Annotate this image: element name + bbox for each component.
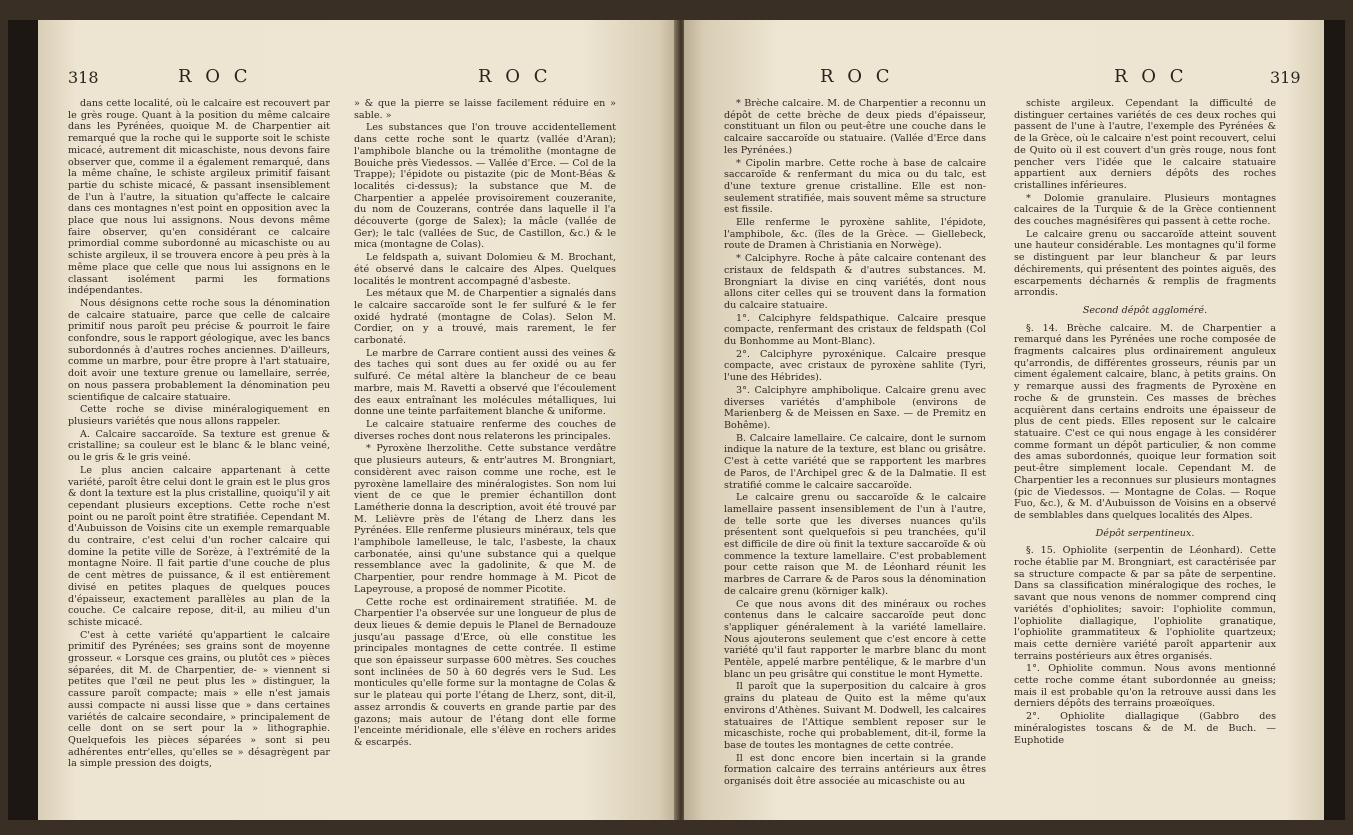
- paragraph: 1°. Calciphyre feldspathique. Calcaire presque compacte, renfermant des cristaux de feldspath (Col du Bonhomme au Mont-Blanc).: [724, 312, 986, 348]
- paragraph: Il est donc encore bien incertain si la grande formation calcaire des terrains antérieurs aux êtres organisés doit être associée au micaschiste ou au: [724, 752, 986, 788]
- paragraph: B. Calcaire lamellaire. Ce calcaire, dont le surnom indique la nature de la texture, est blanc ou grisâtre. C'est à cette variété que se rapportent les marbres de Paros, de l'Archipel grec & de la Dalmatie. Il est stratifié comme le calcaire saccaroïde.: [724, 432, 986, 491]
- right-page: [684, 20, 1324, 820]
- right-column-1: [724, 98, 986, 789]
- paragraph: Second dépôt aggloméré.: [1082, 304, 1208, 316]
- right-column-2: [1014, 98, 1276, 747]
- paragraph: 1°. Ophiolite commun. Nous avons mentionné cette roche comme étant subordonnée au gneiss; mais il est probable qu'on la retrouve aussi dans les derniers dépôts des terrains proæoïques.: [1014, 663, 1276, 710]
- left-column-2: [354, 98, 616, 750]
- book-spread: [8, 20, 1345, 820]
- paragraph: 3°. Calciphyre amphibolique. Calcaire grenu avec diverses variétés d'amphibole (environs de Marienberg & de Meissen en Saxe. — de Premitz en Bohême).: [724, 384, 986, 431]
- paragraph: §. 14. Brèche calcaire. M. de Charpentier a remarqué dans les Pyrénées une roche composée de fragments calcaires plus ordinairement anguleux qu'arrondis, de différentes grosseurs, réunis par un ciment également calcaire, blanc, à petits grains. On y remarque aussi des fragments de Pyroxène en roche & de grunstein. Ces masses de brèches acquièrent dans certains endroits une épaisseur de plus de cent pieds. Elles reposent sur le calcaire statuaire. C'est ce qui nous engage à les considérer comme formant un dépôt particulier, & non comme des amas subordonnés, quoique leur formation soit peut-être simplement locale. Cependant M. de Charpentier les a reconnues sur plusieurs montagnes (pic de Viedessos. — Montagne de Colas. — Roque Fuo, &c.), & M. d'Aubuisson de Voisins en a observé de semblables dans quelques localités des Alpes.: [1014, 322, 1276, 521]
- paragraph: Ce que nous avons dit des minéraux ou roches contenus dans le calcaire saccaroïde peut donc s'appliquer généralement à la variété lamellaire. Nous ajouterons seulement que c'est encore à cette variété qu'il faut rapporter le marbre blanc du mont Pentèle, appelé marbre pentélique, & le marbre d'un blanc un peu grisâtre qui constitue le mont Hymette.: [724, 598, 986, 680]
- running-head-left-1: R O C: [178, 66, 252, 87]
- paragraph: Le calcaire statuaire renferme des couches de diverses roches dont nous relaterons les principales.: [354, 418, 616, 442]
- paragraph: Les métaux que M. de Charpentier a signalés dans le calcaire saccaroïde sont le fer sulfuré & le fer oxidé hydraté (montagne de Colas). Selon M. Cordier, on y a trouvé, mais rarement, le fer carbonaté.: [354, 288, 616, 347]
- paragraph: * Calciphyre. Roche à pâte calcaire contenant des cristaux de feldspath & d'autres substances. M. Brongniart la divise en cinq variétés, dont nous allons citer celles qui se trouvent dans la formation du calcaire statuaire.: [724, 253, 986, 311]
- paragraph: 2°. Ophiolite diallagique (Gabbro des minéralogistes toscans & de M. de Buch. — Euphotide: [1014, 711, 1276, 746]
- page-number-right: 319: [1270, 68, 1301, 87]
- paragraph: Le feldspath a, suivant Dolomieu & M. Brochant, été observé dans le calcaire des Alpes. Quelques localités le montrent accompagné d'asbeste.: [354, 252, 616, 287]
- paragraph: Cette roche est ordinairement stratifiée. M. de Charpentier l'a observée sur une longueur de plus de deux lieues & demie depuis le Planel de Bernadouze jusqu'au passage d'Erce, où elle constitue les principales montagnes de cette contrée. Il estime que son épaisseur surpasse 600 mètres. Ses couches sont inclinées de 50 à 60 degrés vers le Sud. Les monticules qu'elle forme sur la montagne de Colas & sur le plateau qui porte l'étang de Lherz, sont, dit-il, assez arrondis & couverts en grande partie par des gazons; mais autour de l'étang dont elle forme l'enceinte méridionale, elle s'élève en rochers arides & escarpés.: [354, 596, 616, 748]
- paragraph: Le calcaire grenu ou saccaroïde atteint souvent une hauteur considérable. Les montagnes qu'il forme se distinguent par leur blancheur & par leurs déchirements, qui présentent des pointes aiguës, des escarpements décharnés & remplis de fragments arrondis.: [1014, 228, 1276, 299]
- paragraph: Le marbre de Carrare contient aussi des veines & des taches qui sont dues au fer oxidé ou au fer sulfuré. Ce métal altère la blancheur de ce beau marbre, mais M. Ravetti a observé que l'écoulement des eaux entraînant les molécules métalliques, lui donne une teinte parfaitement blanche & uniforme.: [354, 347, 616, 418]
- paragraph: * Cipolin marbre. Cette roche à base de calcaire saccaroïde & renfermant du mica ou du talc, est d'une texture grenue cristalline. Elle est non-seulement stratifiée, mais souvent même sa structure est fissile.: [724, 157, 986, 216]
- page-number-left: 318: [68, 68, 99, 87]
- paragraph: Nous désignons cette roche sous la dénomination de calcaire statuaire, parce que celle de calcaire primitif nous paroît peu précise & pourroit le faire confondre, sous le rapport géologique, avec les bancs subordonnés à d'autres roches anciennes. D'ailleurs, comme un marbre, pour être propre à l'art statuaire, doit avoir une texture grenue ou lamellaire, serrée, on nous passera probablement la dénomination peu scientifique de calcaire statuaire.: [68, 297, 330, 403]
- paragraph: * Dolomie granulaire. Plusieurs montagnes calcaires de la Turquie & de la Grèce contiennent des couches magnésifères qui passent à cette roche.: [1014, 192, 1276, 228]
- paragraph: » & que la pierre se laisse facilement réduire en » sable. »: [354, 98, 616, 121]
- paragraph: Les substances que l'on trouve accidentellement dans cette roche sont le quartz (vallée d'Aran); l'amphibole blanche ou la trémolithe (montagne de Bouiche près Viedessos. — Vallée d'Erce. — Col de la Trappe); l'épidote ou pistazite (pic de Mont-Béas & localités ci-dessus); la substance que M. de Charpentier a appelée provisoirement couzeranite, du nom de Couzerans, contrée dans laquelle il l'a découverte (gorge de Salex); la mâcle (vallée de Ger); le talc (vallées de Suc, de Castillon, &c.) & le mica (montagne de Colas).: [354, 122, 616, 251]
- running-head-right-2: R O C: [1114, 66, 1188, 87]
- paragraph: Il paroît que la superposition du calcaire à gros grains du plateau de Quito est la même qu'aux environs d'Athènes. Suivant M. Dodwell, les calcaires statuaires de l'Attique semblent reposer sur le micaschiste, roche qui probablement, dit-il, forme la base de toutes les montagnes de cette contrée.: [724, 681, 986, 751]
- paragraph: A. Calcaire saccaroïde. Sa texture est grenue & cristalline; sa couleur est le blanc & le blanc veiné, ou le gris & le gris veiné.: [68, 428, 330, 464]
- paragraph: * Pyroxène lherzolithe. Cette substance verdâtre que plusieurs auteurs, & entr'autres M. Brongniart, considèrent avec raison comme une roche, est le pyroxène lamellaire des minéralogistes. Son nom lui vient de ce que le premier échantillon dont Lamétherie donna la description, avoit été trouvé par M. Lelièvre près de l'étang de Lherz dans les Pyrénées. Elle renferme plusieurs minéraux, tels que l'amphibole lamelleuse, le talc, l'asbeste, la chaux carbonatée, ainsi qu'une substance qui a quelque ressemblance avec la gadolinite, & que M. de Charpentier, pour rendre hommage à M. Picot de Lapeyrouse, a proposé de nommer Picotite.: [354, 443, 616, 595]
- paragraph: Dépôt serpentineux.: [1095, 527, 1195, 539]
- paragraph: Elle renferme le pyroxène sahlite, l'épidote, l'amphibole, &c. (îles de la Grèce. — Giellebeck, route de Dramen à Christiania en Norwège).: [724, 217, 986, 252]
- paragraph: schiste argileux. Cependant la difficulté de distinguer certaines variétés de ces deux roches qui passent de l'une à l'autre, l'exemple des Pyrénées & de la Grèce, où le calcaire n'est point recouvert, celui de Quito où il est couvert d'un grès rouge, nous font pencher vers l'idée que le calcaire statuaire appartient aux derniers dépôts des roches cristallines inférieures.: [1014, 98, 1276, 191]
- paragraph: * Brèche calcaire. M. de Charpentier a reconnu un dépôt de cette brèche de deux pieds d'épaisseur, constituant un filon ou peut-être une couche dans le calcaire saccaroïde ou statuaire. (Vallée d'Erce dans les Pyrénées.): [724, 98, 986, 156]
- paragraph: §. 15. Ophiolite (serpentin de Léonhard). Cette roche établie par M. Brongniart, est caractérisée par sa structure compacte & par sa pâte de serpentine. Dans sa classification minéralogique des roches, le savant que nous venons de nommer comprend cinq variétés d'ophiolites; savoir: l'ophiolite commun, l'ophiolite diallagique, l'ophiolite granatique, l'ophiolite grammatiteux & l'ophiolite quartzeux; mais cette dernière variété paroît appartenir aux terrains postérieurs aux êtres organisés.: [1014, 545, 1276, 662]
- left-page: [38, 20, 678, 820]
- running-head-left-2: R O C: [478, 66, 552, 87]
- paragraph: 2°. Calciphyre pyroxénique. Calcaire presque compacte, avec cristaux de pyroxène sahlite (Tyri, l'une des Hébrides).: [724, 348, 986, 384]
- paragraph: Cette roche se divise minéralogiquement en plusieurs variétés que nous allons rappeler.: [68, 404, 330, 427]
- running-head-right-1: R O C: [820, 66, 894, 87]
- left-column-1: [68, 98, 330, 771]
- paragraph: Le calcaire grenu ou saccaroïde & le calcaire lamellaire passent insensiblement de l'un à l'autre, de telle sorte que les diverses nuances qu'ils présentent sont quelquefois si peu tranchées, qu'il est difficile de dire où finit la texture saccaroïde & où commence la texture lamellaire. C'est probablement pour cette raison que M. de Léonhard réunit les marbres de Carrare & de Paros sous la dénomination de calcaire grenu (körniger kalk).: [724, 492, 986, 597]
- paragraph: C'est à cette variété qu'appartient le calcaire primitif des Pyrénées; ses grains sont de moyenne grosseur. « Lorsque ces grains, ou plutôt ces » pièces séparées, dit M. de Charpentier, de- » viennent si petites que l'œil ne peut plus les » distinguer, la cassure paroît compacte; mais » elle n'est jamais aussi compacte ni aussi lisse que » dans certaines variétés de calcaire secondaire, » principalement de celle dont on se sert pour la » lithographie. Quelquefois les pièces séparées » sont si peu adhérentes entr'elles, qu'elles se » désagrègent par la simple pression des doigts,: [68, 629, 330, 770]
- paragraph: dans cette localité, où le calcaire est recouvert par le grès rouge. Quant à la position du même calcaire dans les Pyrénées, quoique M. de Charpentier ait remarqué que la roche qui le supporte soit le schiste micacé, autrement dit micaschiste, nous devons faire observer que, comme il a également remarqué, dans la même chaîne, le schiste argileux primitif faisant partie du schiste micacé, & passant insensiblement de l'un à l'autre, la situation qu'affecte le calcaire dans ces montagnes n'est point en opposition avec la place que nous lui assignons. Nous devons même faire observer, qu'en considérant ce calcaire primordial comme subordonné au micaschiste ou au schiste argileux, il se trouvera encore à peu près à la même place que celle que nous lui assignons en le classant isolément parmi les formations indépendantes.: [68, 98, 330, 297]
- paragraph: Le plus ancien calcaire appartenant à cette variété, paroît être celui dont le grain est le plus gros & dont la texture est la plus cristalline, quoiqu'il y ait cependant plusieurs exceptions. Cette roche n'est point ou ne paroît point être stratifiée. Cependant M. d'Aubuisson de Voisins cite un exemple remarquable du contraire, c'est celui d'un rocher calcaire qui domine la petite ville de Sorèze, à l'extrémité de la montagne Noire. Il fait partie d'une couche de plus de cent mètres de puissance, & il est entièrement divisé en petites plaques de quelques pouces d'épaisseur, exactement parallèles au plan de la couche. Ce calcaire repose, dit-il, au milieu d'un schiste micacé.: [68, 464, 330, 628]
